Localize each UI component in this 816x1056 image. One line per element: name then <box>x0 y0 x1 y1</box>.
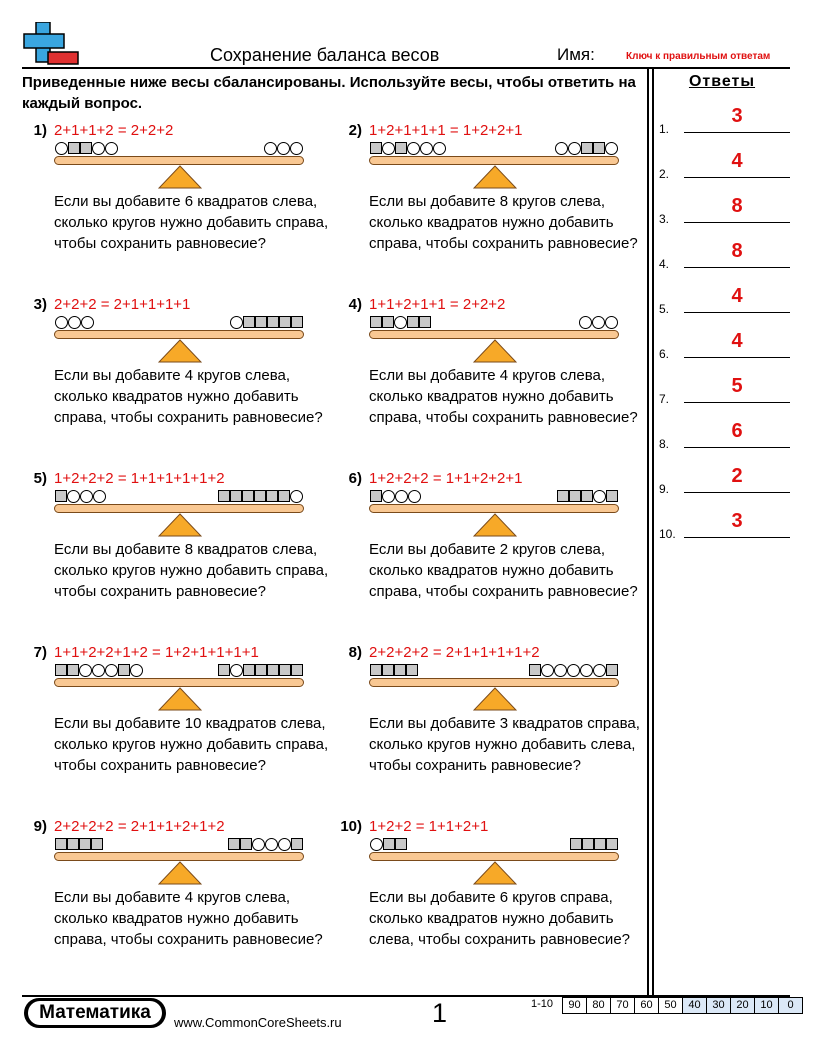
problem-equation: 2+2+2 = 2+1+1+1+1 <box>54 296 191 313</box>
answer-value: 3 <box>731 510 743 532</box>
square-weight-icon <box>395 142 407 154</box>
scale-beam <box>54 678 304 687</box>
fulcrum-triangle-icon <box>158 513 202 537</box>
problem-question: Если вы добавите 6 квадратов слева, сколько кругов нужно добавить справа, чтобы сохранить равновесие? <box>54 193 329 252</box>
answer-number: 6. <box>659 347 670 361</box>
circle-weight-icon <box>252 838 265 851</box>
circle-weight-icon <box>105 142 118 155</box>
fulcrum-triangle-icon <box>158 861 202 885</box>
problem-question: Если вы добавите 4 кругов слева, сколько квадратов нужно добавить справа, чтобы сохранить равновесие? <box>369 367 638 426</box>
answer-number: 10. <box>659 527 676 541</box>
circle-weight-icon <box>555 142 568 155</box>
square-weight-icon <box>267 316 279 328</box>
score-range-label: 1-10 <box>531 998 554 1010</box>
problem-equation: 1+2+2+2 = 1+1+1+1+1+2 <box>54 470 225 487</box>
square-weight-icon <box>228 838 240 850</box>
answer-number: 7. <box>659 392 670 406</box>
header-divider <box>22 67 790 69</box>
answer-value: 8 <box>731 240 743 262</box>
square-weight-icon <box>382 664 394 676</box>
square-weight-icon <box>407 316 419 328</box>
right-pan-shapes <box>570 838 618 852</box>
scale-beam <box>54 504 304 513</box>
left-pan-shapes <box>55 664 143 678</box>
problem-equation: 1+2+2+2 = 1+1+2+2+1 <box>369 470 523 487</box>
instructions: Приведенные ниже весы сбалансированы. Используйте весы, чтобы ответить на каждый вопрос. <box>22 74 636 112</box>
score-table <box>563 997 803 1014</box>
circle-weight-icon <box>92 142 105 155</box>
score-cell: 0 <box>778 997 803 1014</box>
circle-weight-icon <box>382 490 395 503</box>
square-weight-icon <box>254 490 266 502</box>
answer-line <box>684 312 790 313</box>
problem-equation: 2+2+2+2 = 2+1+1+1+1+2 <box>369 644 540 661</box>
answer-number: 5. <box>659 302 670 316</box>
square-weight-icon <box>242 490 254 502</box>
circle-weight-icon <box>408 490 421 503</box>
problem-number: 8) <box>348 644 362 661</box>
scale-beam <box>369 678 619 687</box>
square-weight-icon <box>243 664 255 676</box>
problem-number: 5) <box>33 470 47 487</box>
answer-line <box>684 222 790 223</box>
circle-weight-icon <box>370 838 383 851</box>
problem-number: 9) <box>33 818 47 835</box>
answer-value: 2 <box>731 465 743 487</box>
left-pan-shapes <box>55 142 118 156</box>
circle-weight-icon <box>580 664 593 677</box>
square-weight-icon <box>243 316 255 328</box>
square-weight-icon <box>291 664 303 676</box>
scale-beam <box>54 852 304 861</box>
answer-value: 3 <box>731 105 743 127</box>
circle-weight-icon <box>433 142 446 155</box>
square-weight-icon <box>118 664 130 676</box>
square-weight-icon <box>370 316 382 328</box>
circle-weight-icon <box>80 490 93 503</box>
circle-weight-icon <box>290 490 303 503</box>
right-pan-shapes <box>264 142 303 156</box>
answer-number: 4. <box>659 257 670 271</box>
square-weight-icon <box>291 838 303 850</box>
circle-weight-icon <box>68 316 81 329</box>
problem-question: Если вы добавите 4 кругов слева, сколько квадратов нужно добавить справа, чтобы сохранить равновесие? <box>54 889 323 948</box>
circle-weight-icon <box>230 316 243 329</box>
fulcrum-triangle-icon <box>473 339 517 363</box>
problem-equation: 1+2+2 = 1+1+2+1 <box>369 818 489 835</box>
answer-number: 3. <box>659 212 670 226</box>
problem-question: Если вы добавите 6 кругов справа, сколько квадратов нужно добавить слева, чтобы сохранить равновесие? <box>369 889 630 948</box>
square-weight-icon <box>67 664 79 676</box>
square-weight-icon <box>255 316 267 328</box>
circle-weight-icon <box>130 664 143 677</box>
score-cell: 60 <box>634 997 659 1014</box>
square-weight-icon <box>529 664 541 676</box>
square-weight-icon <box>370 490 382 502</box>
left-pan-shapes <box>370 838 407 852</box>
site-url: www.CommonCoreSheets.ru <box>174 1015 342 1030</box>
circle-weight-icon <box>105 664 118 677</box>
right-pan-shapes <box>218 664 303 678</box>
scale-beam <box>369 330 619 339</box>
answer-value: 4 <box>731 150 743 172</box>
right-pan-shapes <box>529 664 618 678</box>
right-pan-shapes <box>579 316 618 330</box>
name-label: Имя: <box>557 45 595 64</box>
square-weight-icon <box>395 838 407 850</box>
circle-weight-icon <box>592 316 605 329</box>
left-pan-shapes <box>370 142 446 156</box>
circle-weight-icon <box>79 664 92 677</box>
answers-title: Ответы <box>688 73 756 90</box>
answer-line <box>684 402 790 403</box>
problem-number: 4) <box>348 296 362 313</box>
square-weight-icon <box>230 490 242 502</box>
answer-value: 6 <box>731 420 743 442</box>
score-cell: 20 <box>730 997 755 1014</box>
circle-weight-icon <box>593 664 606 677</box>
circle-weight-icon <box>568 142 581 155</box>
problem-question: Если вы добавите 2 кругов слева, сколько квадратов нужно добавить справа, чтобы сохранить равновесие? <box>369 541 638 600</box>
left-pan-shapes <box>55 316 94 330</box>
left-pan-shapes <box>55 490 106 504</box>
square-weight-icon <box>370 142 382 154</box>
square-weight-icon <box>557 490 569 502</box>
circle-weight-icon <box>290 142 303 155</box>
circle-weight-icon <box>81 316 94 329</box>
circle-weight-icon <box>567 664 580 677</box>
circle-weight-icon <box>67 490 80 503</box>
square-weight-icon <box>291 316 303 328</box>
column-divider <box>647 67 649 995</box>
right-pan-shapes <box>228 838 303 852</box>
problem-equation: 2+1+1+2 = 2+2+2 <box>54 122 174 139</box>
problem-number: 2) <box>348 122 362 139</box>
square-weight-icon <box>279 664 291 676</box>
circle-weight-icon <box>605 142 618 155</box>
square-weight-icon <box>68 142 80 154</box>
answer-line <box>684 357 790 358</box>
left-pan-shapes <box>370 664 418 678</box>
answer-value: 8 <box>731 195 743 217</box>
right-pan-shapes <box>230 316 303 330</box>
answer-number: 9. <box>659 482 670 496</box>
circle-weight-icon <box>265 838 278 851</box>
square-weight-icon <box>267 664 279 676</box>
square-weight-icon <box>606 490 618 502</box>
square-weight-icon <box>278 490 290 502</box>
problem-question: Если вы добавите 8 квадратов слева, сколько кругов нужно добавить справа, чтобы сохранить равновесие? <box>54 541 329 600</box>
score-cell: 30 <box>706 997 731 1014</box>
problem-number: 3) <box>33 296 47 313</box>
fulcrum-triangle-icon <box>473 687 517 711</box>
score-cell: 50 <box>658 997 683 1014</box>
circle-weight-icon <box>395 490 408 503</box>
score-cell: 80 <box>586 997 611 1014</box>
worksheet-title: Сохранение баланса весов <box>210 45 440 65</box>
answer-value: 4 <box>731 330 743 352</box>
answer-number: 1. <box>659 122 670 136</box>
square-weight-icon <box>581 142 593 154</box>
problem-question: Если вы добавите 10 квадратов слева, сколько кругов нужно добавить справа, чтобы сохранить равновесие? <box>54 715 329 774</box>
scale-beam <box>369 504 619 513</box>
square-weight-icon <box>394 664 406 676</box>
scale-beam <box>54 156 304 165</box>
circle-weight-icon <box>92 664 105 677</box>
square-weight-icon <box>279 316 291 328</box>
fulcrum-triangle-icon <box>158 339 202 363</box>
scale-beam <box>54 330 304 339</box>
square-weight-icon <box>79 838 91 850</box>
problem-equation: 1+1+2+2+1+2 = 1+2+1+1+1+1 <box>54 644 259 661</box>
square-weight-icon <box>255 664 267 676</box>
problem-equation: 1+1+2+1+1 = 2+2+2 <box>369 296 506 313</box>
square-weight-icon <box>570 838 582 850</box>
problem-equation: 2+2+2+2 = 2+1+1+2+1+2 <box>54 818 225 835</box>
circle-weight-icon <box>382 142 395 155</box>
square-weight-icon <box>582 838 594 850</box>
circle-weight-icon <box>55 316 68 329</box>
score-cell: 70 <box>610 997 635 1014</box>
answer-line <box>684 537 790 538</box>
plus-minus-logo-icon <box>22 22 80 68</box>
problem-number: 10) <box>340 818 362 835</box>
square-weight-icon <box>370 664 382 676</box>
problem-number: 1) <box>33 122 47 139</box>
square-weight-icon <box>80 142 92 154</box>
square-weight-icon <box>218 664 230 676</box>
square-weight-icon <box>594 838 606 850</box>
circle-weight-icon <box>277 142 290 155</box>
fulcrum-triangle-icon <box>158 687 202 711</box>
problem-equation: 1+2+1+1+1 = 1+2+2+1 <box>369 122 523 139</box>
problem-question: Если вы добавите 3 квадратов справа, сколько кругов нужно добавить слева, чтобы сохранить равновесие? <box>369 715 640 774</box>
circle-weight-icon <box>579 316 592 329</box>
answer-line <box>684 132 790 133</box>
square-weight-icon <box>383 838 395 850</box>
left-pan-shapes <box>370 490 421 504</box>
right-pan-shapes <box>555 142 618 156</box>
left-pan-shapes <box>55 838 103 852</box>
square-weight-icon <box>581 490 593 502</box>
circle-weight-icon <box>55 142 68 155</box>
answer-line <box>684 492 790 493</box>
circle-weight-icon <box>278 838 291 851</box>
answer-line <box>684 447 790 448</box>
scale-beam <box>369 156 619 165</box>
circle-weight-icon <box>605 316 618 329</box>
fulcrum-triangle-icon <box>158 165 202 189</box>
square-weight-icon <box>55 838 67 850</box>
square-weight-icon <box>606 664 618 676</box>
square-weight-icon <box>55 490 67 502</box>
score-cell: 90 <box>562 997 587 1014</box>
square-weight-icon <box>569 490 581 502</box>
answer-key-label: Ключ к правильным ответам <box>626 51 771 62</box>
square-weight-icon <box>266 490 278 502</box>
fulcrum-triangle-icon <box>473 513 517 537</box>
right-pan-shapes <box>557 490 618 504</box>
square-weight-icon <box>406 664 418 676</box>
problem-question: Если вы добавите 8 кругов слева, сколько квадратов нужно добавить справа, чтобы сохранить равновесие? <box>369 193 638 252</box>
circle-weight-icon <box>407 142 420 155</box>
column-divider <box>652 67 654 995</box>
page-number: 1 <box>432 998 448 1028</box>
square-weight-icon <box>67 838 79 850</box>
circle-weight-icon <box>264 142 277 155</box>
circle-weight-icon <box>554 664 567 677</box>
fulcrum-triangle-icon <box>473 861 517 885</box>
square-weight-icon <box>593 142 605 154</box>
circle-weight-icon <box>593 490 606 503</box>
score-cell: 10 <box>754 997 779 1014</box>
answer-value: 4 <box>731 285 743 307</box>
answer-number: 2. <box>659 167 670 181</box>
circle-weight-icon <box>394 316 407 329</box>
square-weight-icon <box>240 838 252 850</box>
answer-line <box>684 267 790 268</box>
circle-weight-icon <box>230 664 243 677</box>
square-weight-icon <box>55 664 67 676</box>
brand-label: Математика <box>28 1001 162 1025</box>
fulcrum-triangle-icon <box>473 165 517 189</box>
score-cell: 40 <box>682 997 707 1014</box>
square-weight-icon <box>419 316 431 328</box>
square-weight-icon <box>606 838 618 850</box>
scale-beam <box>369 852 619 861</box>
problem-question: Если вы добавите 4 кругов слева, сколько квадратов нужно добавить справа, чтобы сохранить равновесие? <box>54 367 323 426</box>
right-pan-shapes <box>218 490 303 504</box>
problem-number: 7) <box>33 644 47 661</box>
left-pan-shapes <box>370 316 431 330</box>
square-weight-icon <box>91 838 103 850</box>
circle-weight-icon <box>541 664 554 677</box>
square-weight-icon <box>382 316 394 328</box>
circle-weight-icon <box>420 142 433 155</box>
circle-weight-icon <box>93 490 106 503</box>
answer-line <box>684 177 790 178</box>
problem-number: 6) <box>348 470 362 487</box>
answer-number: 8. <box>659 437 670 451</box>
answer-value: 5 <box>731 375 743 397</box>
square-weight-icon <box>218 490 230 502</box>
